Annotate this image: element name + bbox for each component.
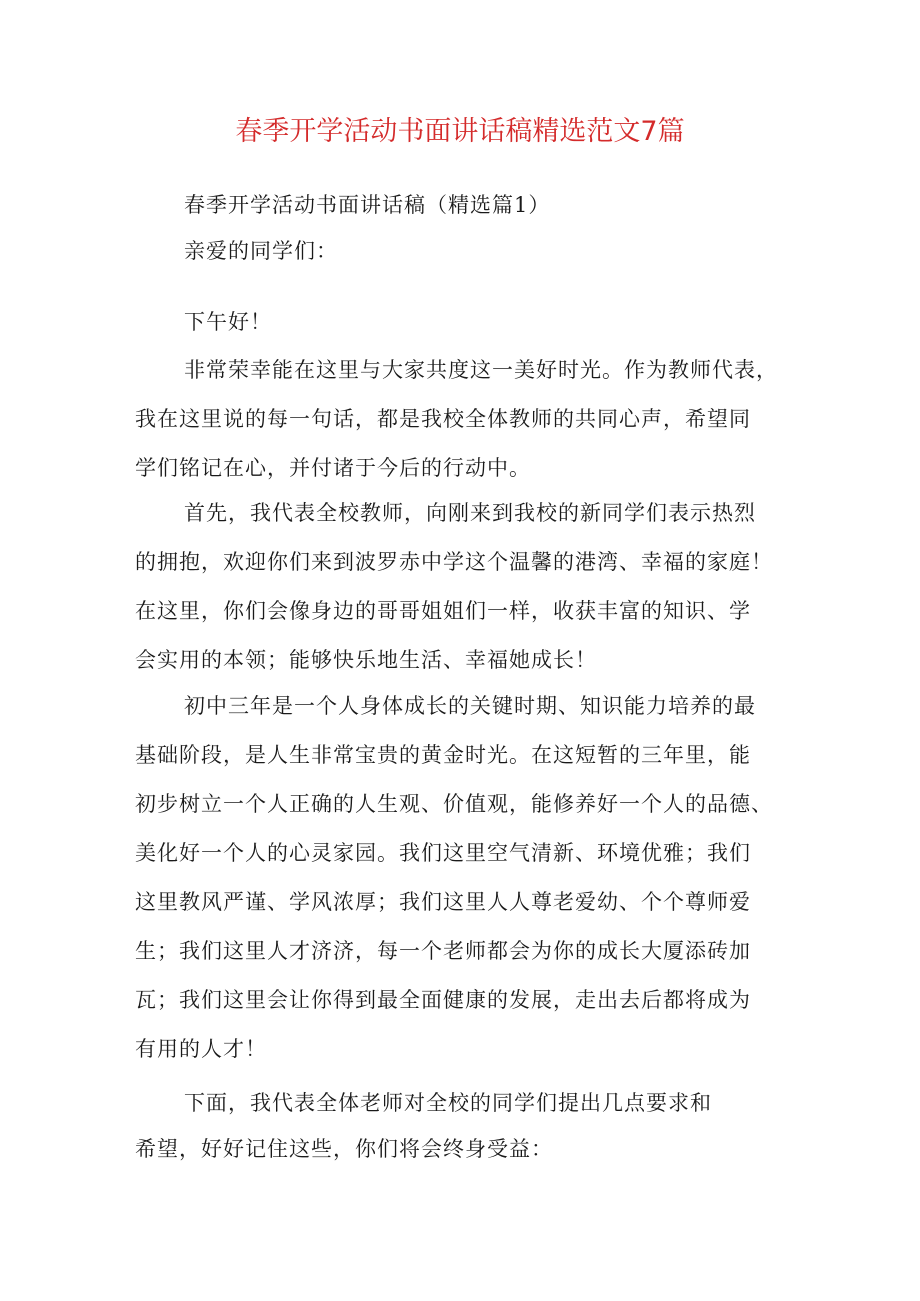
- paragraph-line: 会实用的本领；能够快乐地生活、幸福她成长！: [135, 648, 597, 672]
- paragraph-1: [135, 346, 795, 493]
- paragraph-line: 这里教风严谨、学风浓厚；我们这里人人尊老爱幼、个个尊师爱: [135, 890, 751, 914]
- paragraph-line: 瓦；我们这里会让你得到最全面健康的发展，走出去后都将成为: [135, 988, 751, 1012]
- paragraph-4: [135, 1080, 795, 1172]
- document-title: 春季开学活动书面讲话稿精选范文7篇: [235, 116, 685, 147]
- paragraph-line: 的拥抱，欢迎你们来到波罗赤中学这个温馨的港湾、幸福的家庭！: [135, 550, 773, 574]
- paragraph-line: 在这里，你们会像身边的哥哥姐姐们一样，收获丰富的知识、学: [135, 599, 751, 623]
- paragraph-3: [135, 682, 795, 1074]
- paragraph-line: 有用的人才！: [135, 1037, 267, 1061]
- subheading-text: 春季开学活动书面讲话稿（精选篇1）: [184, 193, 551, 217]
- paragraph-line: 首先，我代表全校教师，向刚来到我校的新同学们表示热烈: [184, 501, 756, 525]
- paragraph-line: 美化好一个人的心灵家园。我们这里空气清新、环境优雅；我们: [135, 841, 751, 865]
- paragraph-line: 希望，好好记住这些，你们将会终身受益：: [135, 1137, 553, 1161]
- subheading: [135, 183, 795, 227]
- salutation: [135, 300, 795, 344]
- paragraph-line: 我在这里说的每一句话，都是我校全体教师的共同心声，希望同: [135, 407, 751, 431]
- salutation-text: 下午好！: [184, 310, 272, 334]
- paragraph-line: 下面，我代表全体老师对全校的同学们提出几点要求和: [184, 1091, 712, 1115]
- paragraph-line: 初步树立一个人正确的人生观、价值观，能修养好一个人的品德、: [135, 792, 773, 816]
- paragraph-line: 初中三年是一个人身体成长的关键时期、知识能力培养的最: [184, 694, 756, 718]
- greeting: [135, 229, 795, 273]
- greeting-text: 亲爱的同学们：: [184, 239, 338, 263]
- paragraph-line: 基础阶段，是人生非常宝贵的黄金时光。在这短暂的三年里，能: [135, 743, 751, 767]
- paragraph-line: 非常荣幸能在这里与大家共度这一美好时光。作为教师代表，: [184, 358, 778, 382]
- paragraph-line: 生；我们这里人才济济，每一个老师都会为你的成长大厦添砖加: [135, 939, 751, 963]
- paragraph-line: 学们铭记在心，并付诸于今后的行动中。: [135, 456, 531, 480]
- paragraph-2: [135, 489, 795, 685]
